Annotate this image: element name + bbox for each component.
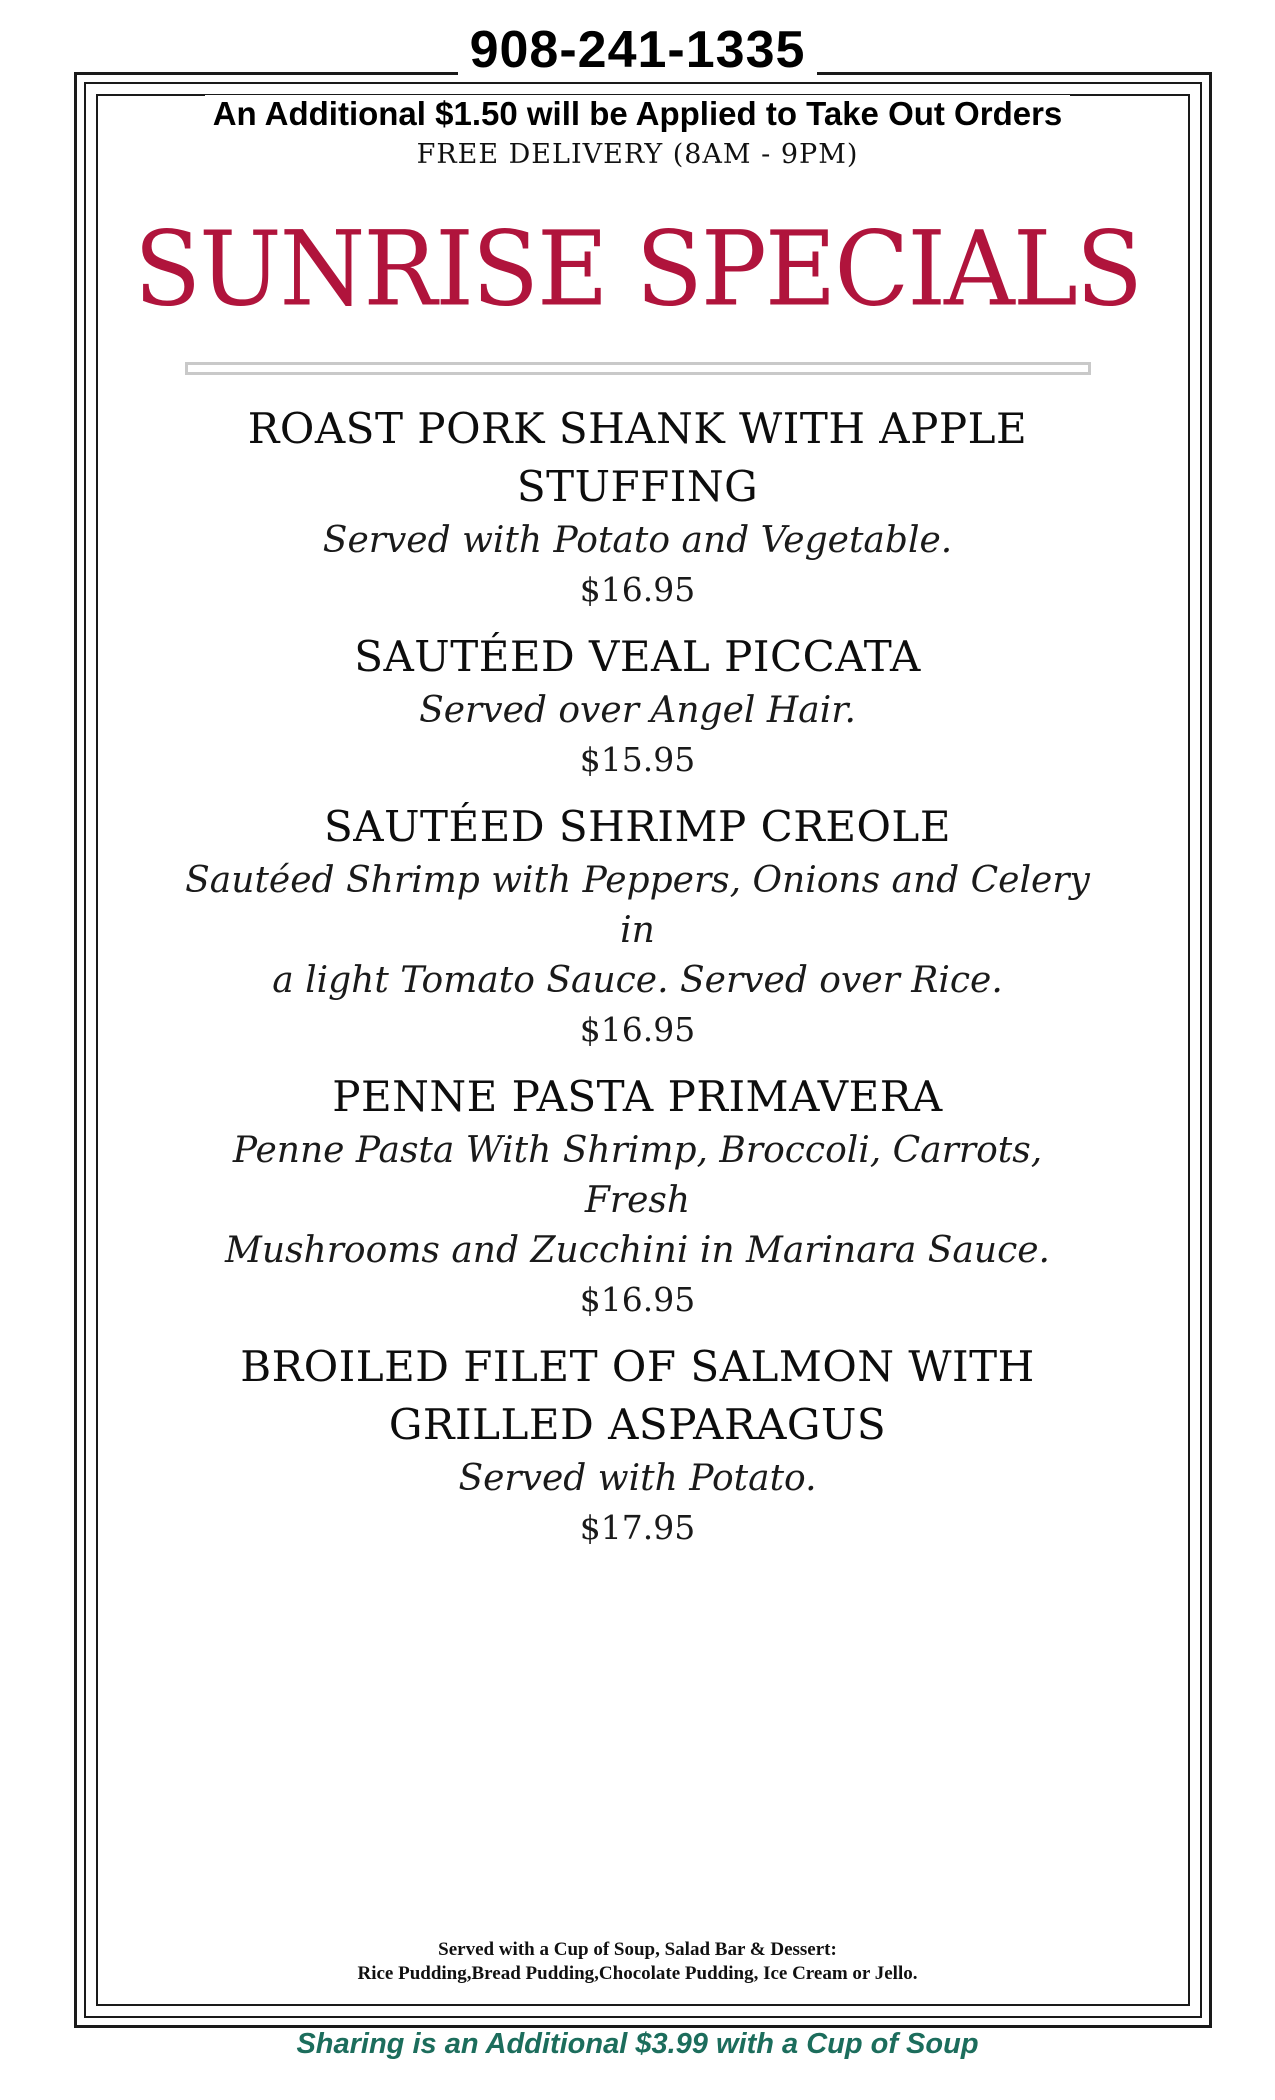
menu-item bbox=[180, 1068, 1095, 1324]
sharing-notice-text: Sharing is an Additional $3.99 with a Cup of Soup bbox=[286, 2028, 988, 2060]
item-description bbox=[180, 856, 1095, 1006]
item-description bbox=[180, 516, 1095, 566]
item-description bbox=[180, 686, 1095, 736]
item-description-line: Served with Potato. bbox=[458, 1458, 817, 1499]
item-name-line: SAUTÉED SHRIMP CREOLE bbox=[324, 802, 951, 851]
item-name bbox=[180, 400, 1095, 516]
item-name bbox=[180, 1068, 1095, 1126]
item-price: $17.95 bbox=[579, 1508, 696, 1547]
item-price: $16.95 bbox=[579, 1280, 696, 1319]
delivery-notice: FREE DELIVERY (8AM - 9PM) bbox=[416, 139, 859, 170]
takeout-notice bbox=[0, 94, 1275, 134]
dessert-options-line: Rice Pudding,Bread Pudding,Chocolate Pudding, Ice Cream or Jello. bbox=[357, 1963, 918, 1984]
item-name-line: BROILED FILET OF SALMON WITH bbox=[240, 1342, 1035, 1391]
served-with-note bbox=[0, 1938, 1275, 1986]
menu-item bbox=[180, 1338, 1095, 1552]
served-with-line: Served with a Cup of Soup, Salad Bar & Dessert: bbox=[438, 1939, 837, 1960]
menu-item bbox=[180, 798, 1095, 1054]
item-description-line: Penne Pasta With Shrimp, Broccoli, Carrots, Fresh bbox=[232, 1130, 1043, 1221]
item-name-line: STUFFING bbox=[516, 462, 759, 511]
item-description-line: Mushrooms and Zucchini in Marinara Sauce. bbox=[225, 1230, 1050, 1271]
item-price: $16.95 bbox=[579, 1010, 696, 1049]
item-name bbox=[180, 798, 1095, 856]
item-name bbox=[180, 628, 1095, 686]
specials-list bbox=[180, 400, 1095, 1566]
menu-item bbox=[180, 400, 1095, 614]
takeout-notice-text: An Additional $1.50 will be Applied to Take Out Orders bbox=[205, 95, 1071, 132]
item-description-line: Served with Potato and Vegetable. bbox=[322, 520, 953, 561]
item-description bbox=[180, 1454, 1095, 1504]
title-divider bbox=[185, 362, 1091, 375]
sharing-notice bbox=[0, 2026, 1275, 2062]
item-name-line: PENNE PASTA PRIMAVERA bbox=[332, 1072, 943, 1121]
item-name bbox=[180, 1338, 1095, 1454]
item-name-line: ROAST PORK SHANK WITH APPLE bbox=[247, 404, 1028, 453]
phone-number bbox=[0, 20, 1275, 80]
item-description-line: a light Tomato Sauce. Served over Rice. bbox=[272, 960, 1003, 1001]
phone-number-text: 908-241-1335 bbox=[458, 21, 818, 79]
item-description-line: Served over Angel Hair. bbox=[419, 690, 856, 731]
menu-item bbox=[180, 628, 1095, 784]
item-name-line: GRILLED ASPARAGUS bbox=[388, 1400, 887, 1449]
page-title: SUNRISE SPECIALS bbox=[133, 210, 1142, 330]
item-description-line: Sautéed Shrimp with Peppers, Onions and Celery in bbox=[185, 860, 1090, 951]
item-name-line: SAUTÉED VEAL PICCATA bbox=[354, 632, 921, 681]
item-price: $15.95 bbox=[579, 740, 696, 779]
item-description bbox=[180, 1126, 1095, 1276]
item-price: $16.95 bbox=[579, 570, 696, 609]
